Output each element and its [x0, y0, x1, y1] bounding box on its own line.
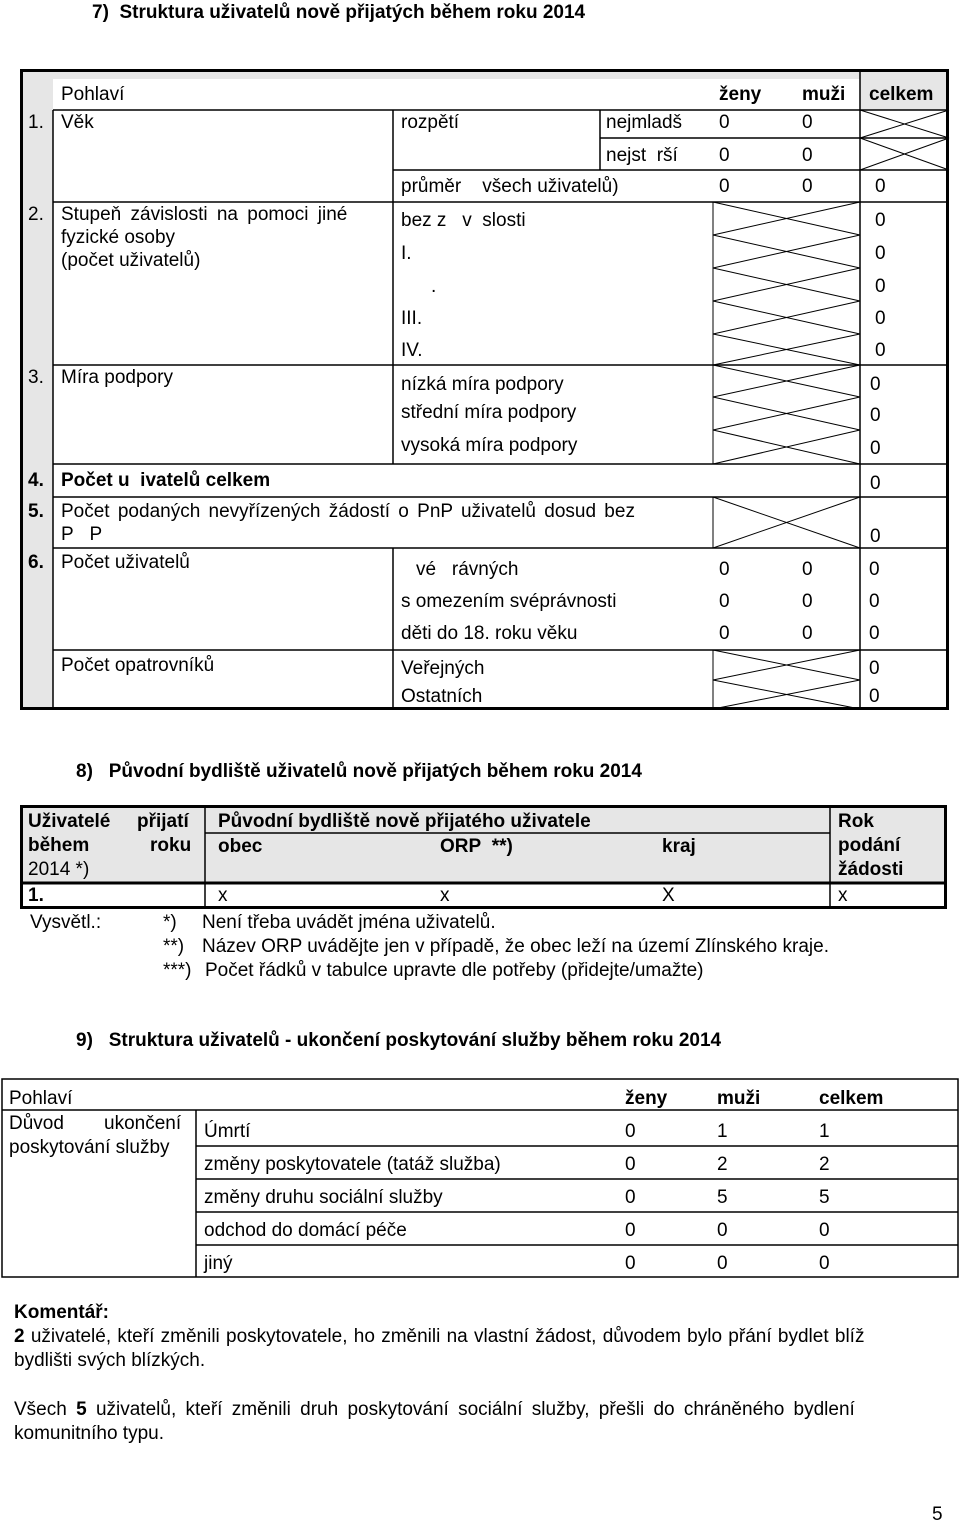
- cell-label: rozpětí: [401, 112, 460, 133]
- cell-value: 0: [802, 559, 813, 580]
- cell-label: vé rávných: [416, 559, 519, 580]
- cell-value: 0: [719, 112, 730, 133]
- cell-value: 5: [819, 1187, 830, 1208]
- note-text: Počet řádků v tabulce upravte dle potřeby (přidejte/umažte): [205, 960, 704, 981]
- cell-value: 0: [625, 1121, 636, 1142]
- row-label-stupen: Stupeň závislosti na pomoci jiné: [61, 204, 348, 225]
- col-header-pohlavi: Pohlaví: [9, 1088, 73, 1109]
- col-header-zeny: ženy: [719, 84, 762, 105]
- cell-value: 0: [625, 1253, 636, 1274]
- cell-value: 0: [802, 112, 813, 133]
- cell-label: .: [431, 276, 437, 297]
- col-header-uzivatele: 2014 *): [28, 859, 90, 880]
- col-header-rok: Rok: [838, 811, 874, 832]
- cell-value: 0: [802, 623, 813, 644]
- cell-value: X: [662, 885, 675, 906]
- cell-value: x: [838, 885, 848, 906]
- cell-label: změny poskytovatele (tatáž služba): [204, 1154, 501, 1175]
- col-header-zeny: ženy: [625, 1088, 668, 1109]
- cell-value: 0: [875, 340, 886, 361]
- comment-text: uživatelé, kteří změnili poskytovatele, ho změnili na vlastní žádost, důvodem bylo přání bydlet blíž: [24, 1326, 865, 1347]
- cell-value: 0: [625, 1154, 636, 1175]
- cell-label: nejst rší: [606, 145, 678, 166]
- cell-value: 0: [869, 686, 880, 707]
- comment-label: Komentář:: [14, 1302, 110, 1323]
- col-header-rok: podání: [838, 835, 901, 856]
- cell-label: Veřejných: [401, 658, 485, 679]
- cell-value: 0: [870, 473, 881, 494]
- comment-text: Všech: [14, 1399, 77, 1420]
- comment-text: uživatelů, kteří změnili druh poskytování sociální služby, přešli do chráněného bydlení: [86, 1399, 855, 1420]
- row-label-duvod: ukončení: [104, 1113, 182, 1134]
- cell-value: 0: [875, 308, 886, 329]
- cell-value: 0: [719, 559, 730, 580]
- row-label-mira: Míra podpory: [61, 367, 173, 388]
- row-number: 4.: [28, 470, 44, 491]
- cell-value: 0: [870, 374, 881, 395]
- cell-label: změny druhu sociální služby: [204, 1187, 443, 1208]
- cell-value: 0: [719, 176, 730, 197]
- col-header-rok: žádosti: [838, 859, 904, 880]
- col-header-kraj: kraj: [662, 836, 696, 857]
- col-header-celkem: celkem: [819, 1088, 884, 1109]
- section9-heading: 9) Struktura uživatelů - ukončení poskytování služby během roku 2014: [76, 1030, 722, 1051]
- cell-label: Úmrtí: [204, 1121, 251, 1142]
- cell-value: 0: [819, 1253, 830, 1274]
- cell-value: 0: [719, 591, 730, 612]
- row-number: 6.: [28, 552, 44, 573]
- col-header-uzivatele: Uživatelé: [28, 811, 111, 832]
- row-label-stupen: (počet uživatelů): [61, 250, 201, 271]
- note-mark: **): [163, 936, 185, 957]
- row-number: 1.: [28, 112, 44, 133]
- notes-label: Vysvětl.:: [30, 912, 102, 933]
- note-mark: ***): [163, 960, 192, 981]
- cell-label: průměr všech uživatelů): [401, 176, 619, 197]
- row-label-vek: Věk: [61, 112, 94, 133]
- cell-label: nejmladš: [606, 112, 683, 133]
- col-header-obec: obec: [218, 836, 263, 857]
- section8-heading: 8) Původní bydliště uživatelů nově přijatých během roku 2014: [76, 761, 642, 782]
- comment-text: komunitního typu.: [14, 1423, 164, 1444]
- row-label-pnp: Počet podaných nevyřízených žádostí o PnP uživatelů dosud bez: [61, 501, 635, 522]
- comment-paragraph-1: [14, 1326, 864, 1348]
- col-header-muzi: muži: [802, 84, 846, 105]
- cell-value: 0: [875, 276, 886, 297]
- col-header-pohlavi: Pohlaví: [61, 84, 125, 105]
- col-header-uzivatele: během: [28, 835, 90, 856]
- cell-value: 1: [819, 1121, 830, 1142]
- cell-label: s omezením svéprávnosti: [401, 591, 617, 612]
- comment-paragraph-2: [14, 1399, 855, 1421]
- cell-value: 0: [625, 1220, 636, 1241]
- cell-value: 0: [717, 1220, 728, 1241]
- cell-label: nízká míra podpory: [401, 374, 564, 395]
- cell-value: 0: [625, 1187, 636, 1208]
- cell-label: děti do 18. roku věku: [401, 623, 578, 644]
- cell-value: 0: [869, 623, 880, 644]
- cell-label: jiný: [204, 1253, 233, 1274]
- row-label-duvod: poskytování služby: [9, 1137, 170, 1158]
- page-number: 5: [932, 1504, 943, 1525]
- cell-value: 0: [819, 1220, 830, 1241]
- cell-value: 0: [875, 243, 886, 264]
- cell-value: 5: [717, 1187, 728, 1208]
- cell-label: IV.: [401, 340, 423, 361]
- row-label-opatrovnici: Počet opatrovníků: [61, 655, 215, 676]
- cell-value: 0: [870, 526, 881, 547]
- col-header-muzi: muži: [717, 1088, 761, 1109]
- row-label-stupen: fyzické osoby: [61, 227, 176, 248]
- cell-value: x: [440, 885, 450, 906]
- cell-value: 0: [719, 145, 730, 166]
- col-header-orp: ORP **): [440, 836, 513, 857]
- cell-label: Ostatních: [401, 686, 483, 707]
- cell-value: 0: [869, 559, 880, 580]
- row-label-pnp: P P: [61, 524, 103, 545]
- col-header-puvodni-bydliste: Původní bydliště nově přijatého uživatele: [218, 811, 591, 832]
- cell-label: III.: [401, 308, 423, 329]
- cell-value: 0: [802, 591, 813, 612]
- section7-heading: 7) Struktura uživatelů nově přijatých během roku 2014: [92, 2, 586, 23]
- col-header-uzivatele: přijatí: [137, 811, 189, 832]
- cell-value: 0: [869, 658, 880, 679]
- note-mark: *): [163, 912, 177, 933]
- cell-label: I.: [401, 243, 412, 264]
- row-number: 2.: [28, 204, 44, 225]
- comment-text: bydlišti svých blízkých.: [14, 1350, 206, 1371]
- cell-value: 2: [819, 1154, 830, 1175]
- cell-value: x: [218, 885, 228, 906]
- row-label-pocet-uzivatelu: Počet uživatelů: [61, 552, 190, 573]
- comment-number: 5: [76, 1399, 87, 1420]
- cell-label: odchod do domácí péče: [204, 1220, 407, 1241]
- cell-label: vysoká míra podpory: [401, 435, 578, 456]
- cell-label: bez z v slosti: [401, 210, 526, 231]
- cell-value: 0: [717, 1253, 728, 1274]
- note-text: Název ORP uvádějte jen v případě, že obec leží na území Zlínského kraje.: [202, 936, 829, 957]
- cell-value: 0: [719, 623, 730, 644]
- cell-value: 0: [870, 438, 881, 459]
- comment-number: 2: [14, 1326, 25, 1347]
- col-header-uzivatele: roku: [150, 835, 192, 856]
- row-label-pocet-celkem: Počet u ivatelů celkem: [61, 470, 271, 491]
- row-number: 3.: [28, 367, 44, 388]
- note-text: Není třeba uvádět jména uživatelů.: [202, 912, 496, 933]
- cell-value: 0: [875, 210, 886, 231]
- cell-value: 1: [717, 1121, 728, 1142]
- cell-value: 0: [802, 176, 813, 197]
- cell-label: střední míra podpory: [401, 402, 577, 423]
- row-label-duvod: Důvod: [9, 1113, 64, 1134]
- row-number: 5.: [28, 501, 44, 522]
- row-number: 1.: [28, 885, 44, 906]
- cell-value: 0: [802, 145, 813, 166]
- col-header-celkem: celkem: [869, 84, 934, 105]
- cell-value: 2: [717, 1154, 728, 1175]
- cell-value: 0: [869, 591, 880, 612]
- cell-value: 0: [875, 176, 886, 197]
- cell-value: 0: [870, 405, 881, 426]
